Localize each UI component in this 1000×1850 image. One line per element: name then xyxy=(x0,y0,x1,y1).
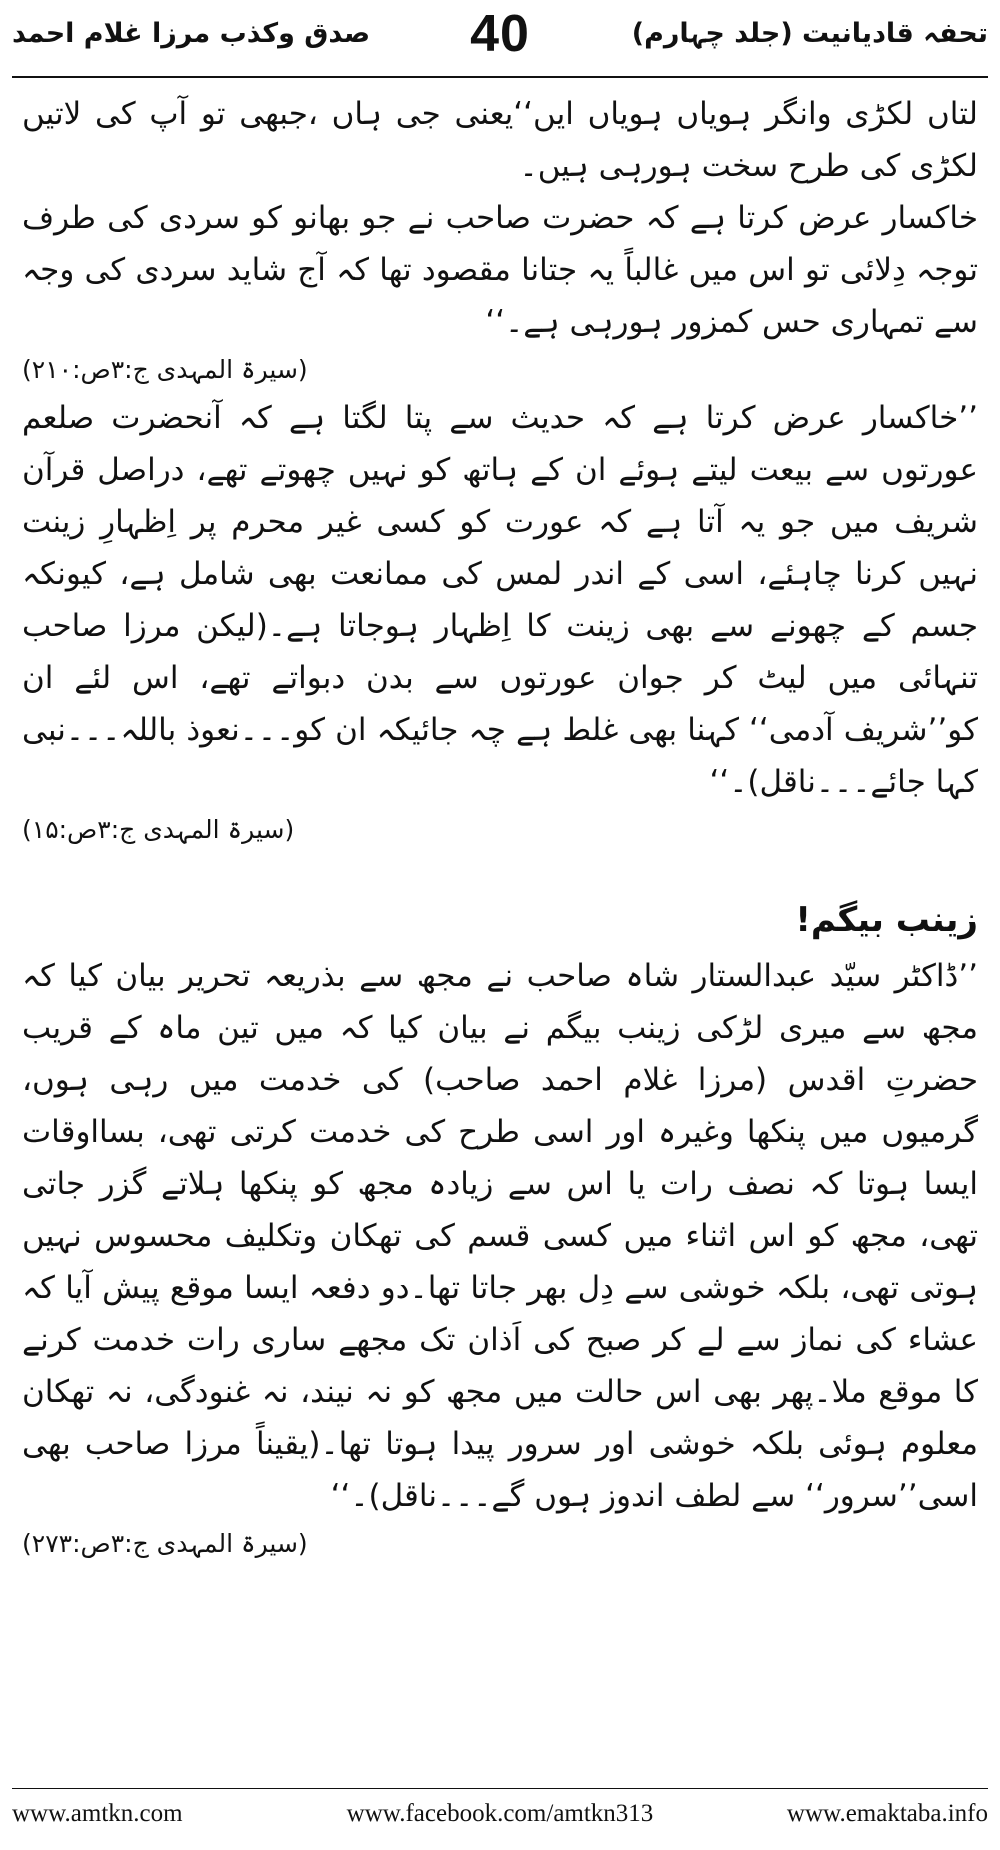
section-heading: زینب بیگم! xyxy=(795,900,978,940)
paragraph-2: خاکسار عرض کرتا ہے کہ حضرت صاحب نے جو بھانو کو سردی کی طرف توجہ دِلائی تو اس میں غالباً یہ جتانا مقصود تھا کہ آج شاید سردی کی وجہ سے تمہاری حس کمزور ہورہی ہے۔‘‘ xyxy=(22,200,978,340)
footer-divider xyxy=(12,1788,988,1789)
citation-1: (سیرۃ المہدی ج:۳ص:۲۱۰) xyxy=(22,355,308,384)
page-header xyxy=(12,4,988,74)
footer-link-facebook[interactable]: www.facebook.com/amtkn313 xyxy=(346,1800,654,1827)
page-number: 40 xyxy=(470,5,530,63)
paragraph-4: ’’ڈاکٹر سیّد عبدالستار شاہ صاحب نے مجھ سے بذریعہ تحریر بیان کیا کہ مجھ سے میری لڑکی زینب بیگم نے بیان کیا کہ میں تین ماہ کے قریب حضرتِ اقدس (مرزا غلام احمد صاحب) کی خدمت میں رہی ہوں، گرمیوں میں پنکھا وغیرہ اور اسی طرح کی خدمت کرتی تھی، بسااوقات ایسا ہوتا کہ نصف رات یا اس سے زیادہ مجھ کو پنکھا ہلاتے گزر جاتی تھی، مجھ کو اس اثناء میں کسی قسم کی تھکان وتکلیف محسوس نہیں ہوتی تھی، بلکہ خوشی سے دِل بھر جاتا تھا۔دو دفعہ ایسا موقع پیش آیا کہ عشاء کی نماز سے لے کر صبح کی اَذان تک مجھے ساری رات خدمت کرنے کا موقع ملا۔پھر بھی اس حالت میں مجھ کو نہ نیند، نہ غنودگی، نہ تھکان معلوم ہوئی بلکہ خوشی اور سرور پیدا ہوتا تھا۔(یقیناً مرزا صاحب بھی اسی’’سرور‘‘ سے لطف اندوز ہوں گے۔۔۔ناقل)۔‘‘ xyxy=(22,958,978,1514)
book-title: تحفہ قادیانیت (جلد چہارم) xyxy=(631,18,988,49)
header-divider xyxy=(12,76,988,78)
paragraph-3: ’’خاکسار عرض کرتا ہے کہ حدیث سے پتا لگتا ہے کہ آنحضرت صلعم عورتوں سے بیعت لیتے ہوئے ان کے ہاتھ کو نہیں چھوتے تھے، دراصل قرآن شریف میں جو یہ آتا ہے کہ عورت کو کسی غیر محرم پر اِظہارِ زینت نہیں کرنا چاہئے، اسی کے اندر لمس کی ممانعت بھی شامل ہے، کیونکہ جسم کے چھونے سے بھی زینت کا اِظہار ہوجاتا ہے۔(لیکن مرزا صاحب تنہائی میں لیٹ کر جوان عورتوں سے بدن دبواتے تھے، اس لئے ان کو’’شریف آدمی‘‘ کہنا بھی غلط ہے چہ جائیکہ ان کو۔۔۔نعوذ باللہ۔۔۔نبی کہا جائے۔۔۔ناقل)۔‘‘ xyxy=(22,400,978,800)
page-body xyxy=(22,88,978,1566)
section-gap xyxy=(22,852,978,890)
footer-link-emaktaba[interactable]: www.emaktaba.info xyxy=(786,1800,988,1827)
section-title: صدق وکذب مرزا غلام احمد xyxy=(12,18,371,49)
page-footer xyxy=(12,1796,988,1836)
citation-3: (سیرۃ المہدی ج:۳ص:۲۷۳) xyxy=(22,1529,308,1558)
citation-2: (سیرۃ المہدی ج:۳ص:۱۵) xyxy=(22,815,295,844)
footer-link-amtkn[interactable]: www.amtkn.com xyxy=(12,1800,183,1827)
paragraph-1: لتاں لکڑی وانگر ہویاں ہویاں ایں‘‘یعنی جی ہاں ،جبھی تو آپ کی لاتیں لکڑی کی طرح سخت ہورہی ہیں۔ xyxy=(22,96,978,184)
